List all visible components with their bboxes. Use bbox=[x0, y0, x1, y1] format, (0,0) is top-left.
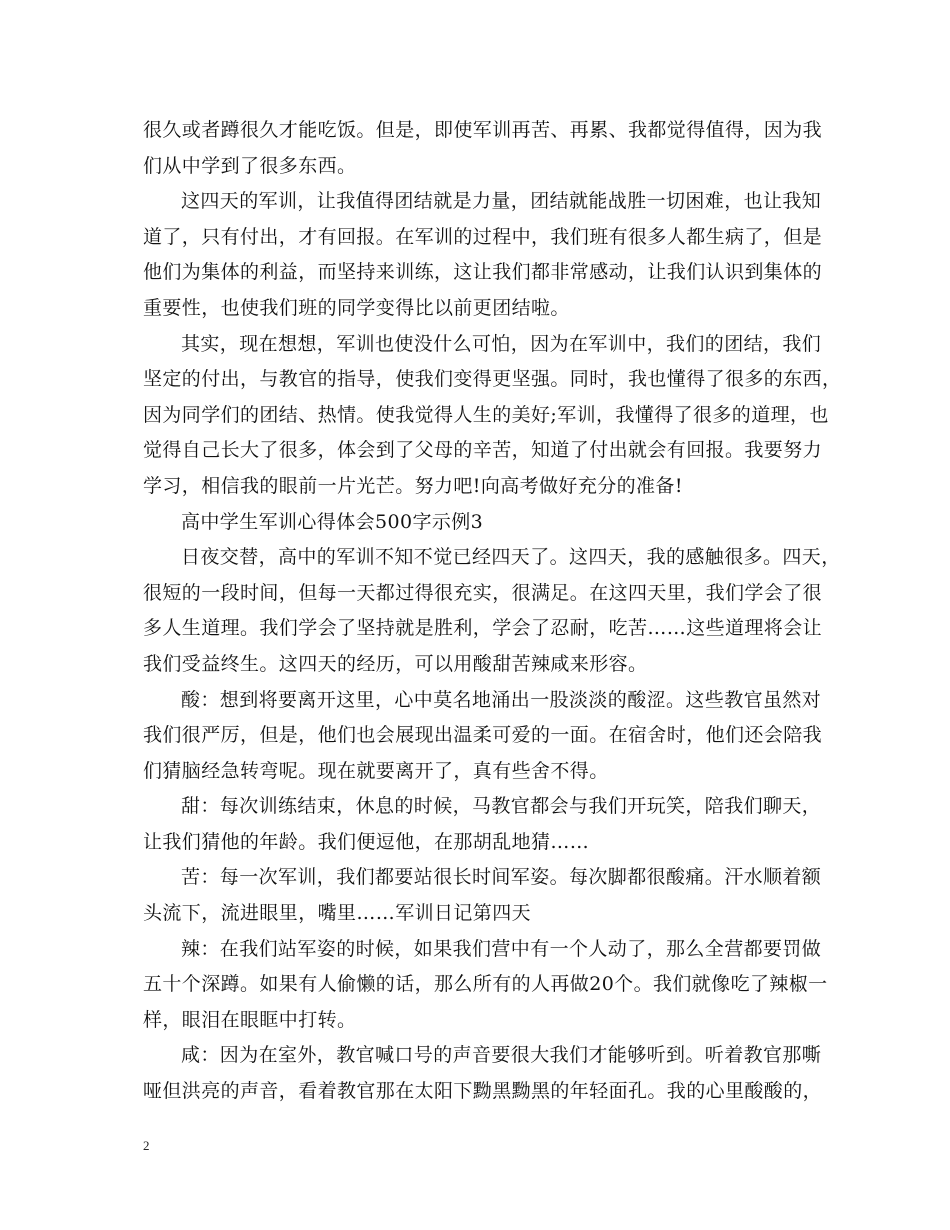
text-line: 觉得自己长大了很多，体会到了父母的辛苦，知道了付出就会有回报。我要努力 bbox=[143, 439, 823, 462]
text-line: 高中学生军训心得体会500字示例3 bbox=[181, 510, 484, 533]
text-line: 日夜交替，高中的军训不知不觉已经四天了。这四天，我的感触很多。四天， bbox=[181, 546, 841, 569]
text-line: 五十个深蹲。如果有人偷懒的话，那么所有的人再做20个。我们就像吃了辣椒一 bbox=[143, 973, 828, 996]
document-body bbox=[143, 117, 842, 1114]
text-line: 他们为集体的利益，而坚持来训练，这让我们都非常感动，让我们认识到集体的 bbox=[143, 261, 823, 284]
text-line: 重要性，也使我们班的同学变得比以前更团结啦。 bbox=[143, 296, 570, 319]
text-line: 多人生道理。我们学会了坚持就是胜利，学会了忍耐，吃苦……这些道理将会让 bbox=[143, 617, 823, 640]
text-line: 这四天的军训，让我值得团结就是力量，团结就能战胜一切困难，也让我知 bbox=[181, 190, 822, 213]
text-line: 咸：因为在室外，教官喊口号的声音要很大我们才能够听到。听着教官那嘶 bbox=[181, 1044, 822, 1067]
text-line: 我们受益终生。这四天的经历，可以用酸甜苦辣咸来形容。 bbox=[143, 652, 648, 675]
text-line: 们猜脑经急转弯呢。现在就要离开了，真有些舍不得。 bbox=[143, 759, 609, 782]
text-line: 学习，相信我的眼前一片光芒。努力吧!向高考做好充分的准备! bbox=[143, 474, 683, 497]
text-line: 样，眼泪在眼眶中打转。 bbox=[143, 1008, 357, 1031]
text-line: 很短的一段时间，但每一天都过得很充实，很满足。在这四天里，我们学会了很 bbox=[143, 581, 823, 604]
text-line: 头流下，流进眼里，嘴里……军训日记第四天 bbox=[143, 902, 532, 925]
text-line: 酸：想到将要离开这里，心中莫名地涌出一股淡淡的酸涩。这些教官虽然对 bbox=[181, 688, 822, 711]
text-line: 坚定的付出，与教官的指导，使我们变得更坚强。同时，我也懂得了很多的东西， bbox=[143, 368, 842, 391]
text-line: 苦：每一次军训，我们都要站很长时间军姿。每次脚都很酸痛。汗水顺着额 bbox=[181, 866, 822, 889]
text-line: 哑但洪亮的声音，看着教官那在太阳下黝黑黝黑的年轻面孔。我的心里酸酸的， bbox=[143, 1080, 823, 1103]
text-line: 辣：在我们站军姿的时候，如果我们营中有一个人动了，那么全营都要罚做 bbox=[181, 937, 822, 960]
text-line: 我们很严厉，但是，他们也会展现出温柔可爱的一面。在宿舍时，他们还会陪我 bbox=[143, 724, 823, 747]
text-line: 让我们猜他的年龄。我们便逗他，在那胡乱地猜…… bbox=[143, 830, 590, 853]
text-line: 们从中学到了很多东西。 bbox=[143, 154, 357, 177]
text-line: 甜：每次训练结束，休息的时候，马教官都会与我们开玩笑，陪我们聊天， bbox=[181, 795, 822, 818]
text-line: 道了，只有付出，才有回报。在军训的过程中，我们班有很多人都生病了，但是 bbox=[143, 225, 823, 248]
text-line: 其实，现在想想，军训也使没什么可怕，因为在军训中，我们的团结，我们 bbox=[181, 332, 822, 355]
page-number: 2 bbox=[143, 1138, 150, 1153]
text-line: 因为同学们的团结、热情。使我觉得人生的美好;军训，我懂得了很多的道理，也 bbox=[143, 403, 829, 426]
text-line: 很久或者蹲很久才能吃饭。但是，即使军训再苦、再累、我都觉得值得，因为我 bbox=[143, 119, 823, 141]
